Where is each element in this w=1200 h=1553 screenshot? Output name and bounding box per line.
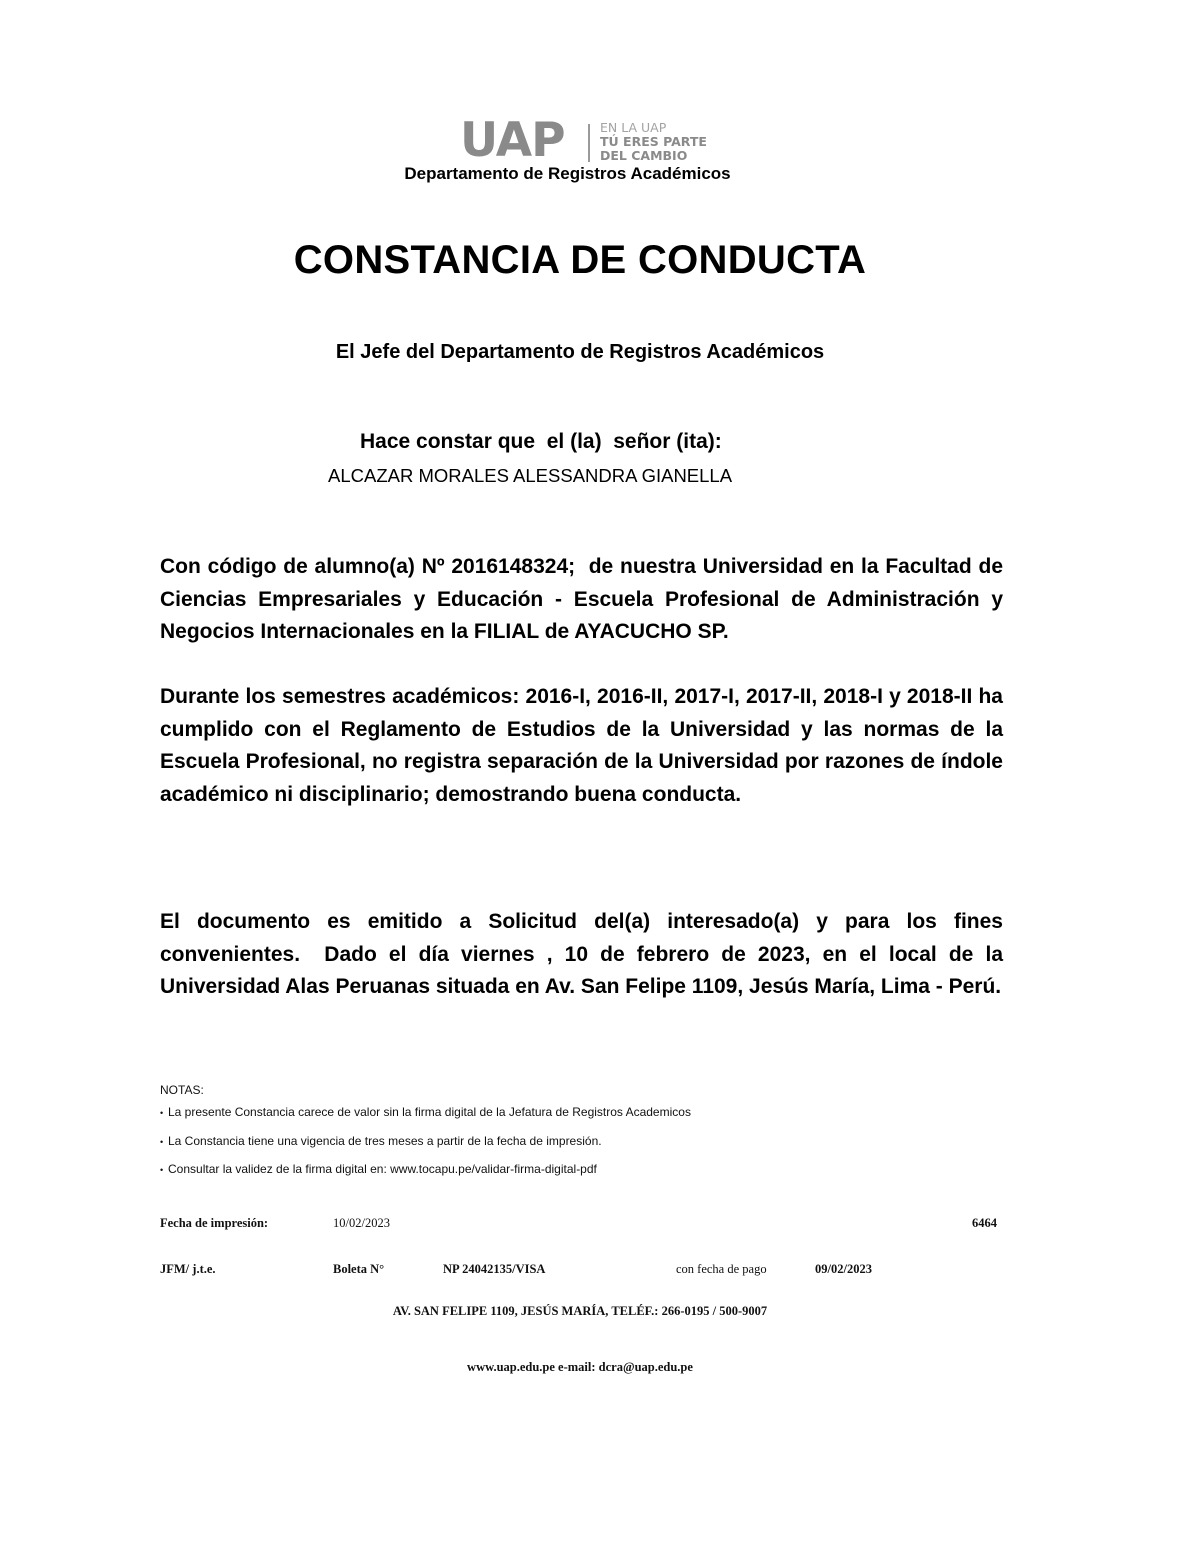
paragraph-semesters: Durante los semestres académicos: 2016-I, 2016-II, 2017-I, 2017-II, 2018-I y 2018-II ha cumplido con el Reglamento de Estudios de la Universidad y las normas de la Escuela Profesional, no registra separación de la Universidad por razones de índole académico ni disciplinario; demostrando buena conducta.: [160, 685, 1003, 806]
note-item: [160, 1128, 691, 1157]
logo-wordmark: UAP: [460, 113, 565, 168]
document-title: CONSTANCIA DE CONDUCTA: [293, 238, 867, 282]
note-text: La Constancia tiene una vigencia de tres meses a partir de la fecha de impresión.: [168, 1133, 602, 1148]
bullet-icon: •: [160, 1165, 164, 1175]
paragraph-student-code: Con código de alumno(a) Nº 2016148324; de nuestra Universidad en la Facultad de Ciencias Empresariales y Educación - Escuela Profesional de Administración y Negocios Internacionales en la FILIAL de AYACUCHO SP.: [160, 555, 1009, 643]
issuer-line: El Jefe del Departamento de Registros Académicos: [335, 341, 825, 363]
slogan-line-1: EN LA UAP: [600, 120, 667, 135]
paragraph-issuance: El documento es emitido a Solicitud del(a) interesado(a) y para los fines convenientes. Dado el día viernes , 10 de febrero de 2023, en el local de la Universidad Alas Peruanas situada en Av. San Felipe 1109, Jesús María, Lima - Perú.: [160, 910, 1009, 998]
receipt-label: Boleta N°: [333, 1262, 385, 1276]
note-text: La presente Constancia carece de valor sin la firma digital de la Jefatura de Registros Academicos: [168, 1105, 691, 1119]
notes-heading: NOTAS:: [160, 1083, 204, 1097]
notes-section: [160, 1081, 691, 1185]
payment-date-label: con fecha de pago: [676, 1262, 767, 1276]
logo-divider: [588, 124, 590, 162]
student-name: ALCAZAR MORALES ALESSANDRA GIANELLA: [328, 465, 733, 486]
logo-slogan: [600, 121, 707, 163]
department-name: Departamento de Registros Académicos: [404, 164, 731, 183]
note-item: [160, 1156, 691, 1185]
print-date-value: 10/02/2023: [333, 1216, 390, 1230]
slogan-line-2: TÚ ERES PARTE: [600, 134, 707, 149]
issuer-initials: JFM/ j.t.e.: [160, 1262, 216, 1276]
note-item: [160, 1099, 691, 1128]
payment-date-value: 09/02/2023: [815, 1262, 872, 1276]
bullet-icon: •: [160, 1136, 164, 1147]
document-number: 6464: [972, 1216, 997, 1230]
contact-line: www.uap.edu.pe e-mail: dcra@uap.edu.pe: [467, 1360, 693, 1374]
slogan-line-3: DEL CAMBIO: [600, 148, 688, 163]
note-text: Consultar la validez de la firma digital en: www.tocapu.pe/validar-firma-digital-pdf: [168, 1162, 597, 1176]
receipt-value: NP 24042135/VISA: [443, 1262, 546, 1276]
address-line: AV. SAN FELIPE 1109, JESÚS MARÍA, TELÉF.: 266-0195 / 500-9007: [392, 1304, 768, 1318]
uap-logo: [460, 113, 720, 168]
bullet-icon: •: [160, 1108, 164, 1118]
certifies-line: Hace constar que el (la) señor (ita):: [360, 430, 722, 453]
print-date-label: Fecha de impresión:: [160, 1216, 269, 1230]
